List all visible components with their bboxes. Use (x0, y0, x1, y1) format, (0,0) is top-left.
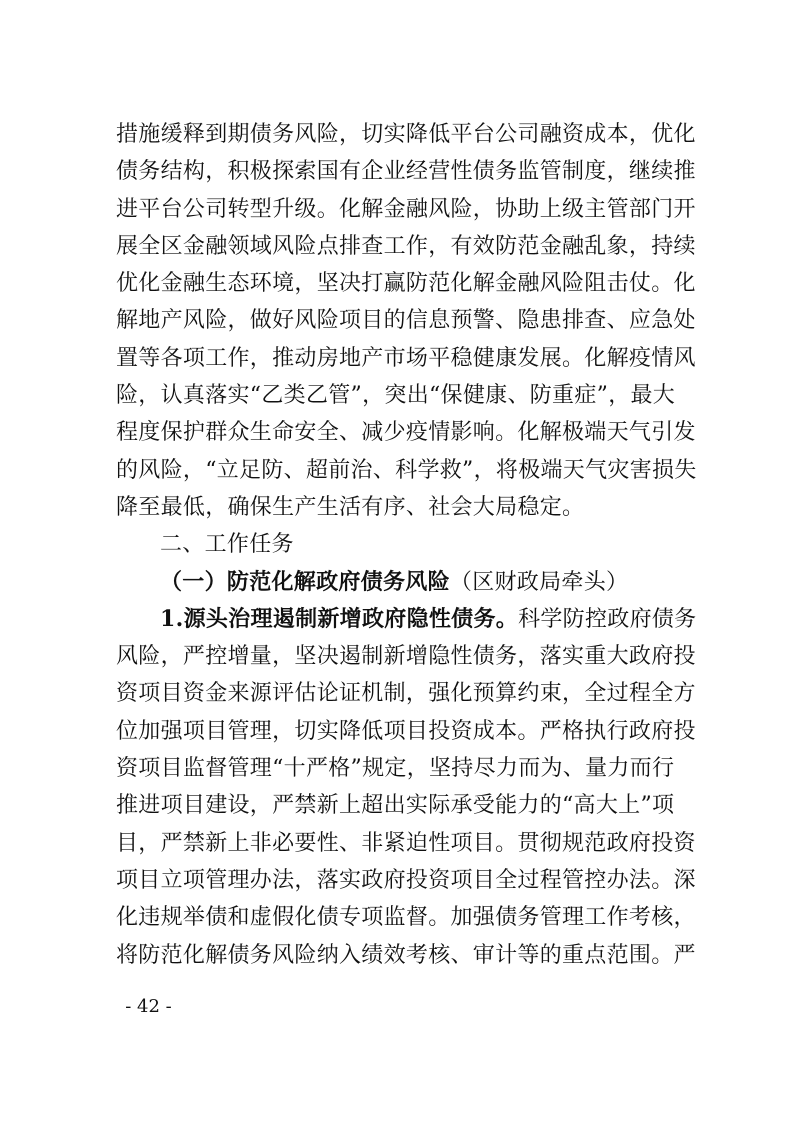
paragraph-line: 进平台公司转型升级。化解金融风险，协助上级主管部门开 (116, 196, 696, 222)
paragraph-line: 措施缓释到期债务风险，切实降低平台公司融资成本，优化 (116, 122, 696, 147)
paragraph-line: 优化金融生态环境，坚决打赢防范化解金融风险阻击仗。化 (116, 271, 696, 297)
paragraph-line: 置等各项工作，推动房地产市场平稳健康发展。化解疫情风 (116, 345, 696, 371)
paragraph-line: 的风险，“立足防、超前治、科学救”，将极端天气灾害损失 (116, 457, 697, 483)
section-heading: 二、工作任务 (160, 532, 294, 558)
paragraph-line: 解地产风险，做好风险项目的信息预警、隐患排查、应急处 (116, 308, 696, 334)
subsection-heading (116, 564, 686, 601)
paragraph-line: 资项目资金来源评估论证机制，强化预算约束，全过程全方 (116, 681, 696, 707)
paragraph-line: 化违规举债和虚假化债专项监督。加强债务管理工作考核， (116, 905, 696, 931)
paragraph-line: 推进项目建设，严禁新上超出实际承受能力的“高大上”项 (116, 793, 675, 819)
paragraph-line: 目，严禁新上非必要性、非紧迫性项目。贯彻规范政府投资 (116, 830, 696, 856)
paragraph-line: 展全区金融领域风险点排查工作，有效防范金融乱象，持续 (116, 233, 696, 259)
page-number: - 42 - (125, 996, 172, 1017)
paragraph-line: 程度保护群众生命安全、减少疫情影响。化解极端天气引发 (116, 420, 696, 446)
paragraph-line: 资项目监督管理“十严格”规定，坚持尽力而为、量力而行 (116, 756, 675, 782)
document-body (116, 116, 697, 974)
paragraph-line: 险，认真落实“乙类乙管”，突出“保健康、防重症”，最大 (116, 383, 676, 409)
paragraph-line: 风险，严控增量，坚决遏制新增隐性债务，落实重大政府投 (116, 644, 696, 670)
paragraph-line: 将防范化解债务风险纳入绩效考核、审计等的重点范围。严 (116, 942, 696, 968)
item-lead-title: 1.源头治理遏制新增政府隐性债务。 (160, 605, 519, 632)
subsection-heading-title: （一）防范化解政府债务风险 (160, 568, 450, 595)
paragraph-line: 项目立项管理办法，落实政府投资项目全过程管控办法。深 (116, 867, 696, 893)
paragraph-line: 债务结构，积极探索国有企业经营性债务监管制度，继续推 (116, 159, 696, 185)
subsection-heading-note: （区财政局牵头） (449, 569, 629, 595)
item-lead-text: 科学防控政府债务 (518, 606, 697, 632)
paragraph-line: 降至最低，确保生产生活有序、社会大局稳定。 (116, 494, 585, 520)
paragraph-line: 位加强项目管理，切实降低项目投资成本。严格执行政府投 (116, 718, 696, 744)
page-number-footer (0, 996, 793, 1017)
item-lead-line (116, 601, 697, 638)
